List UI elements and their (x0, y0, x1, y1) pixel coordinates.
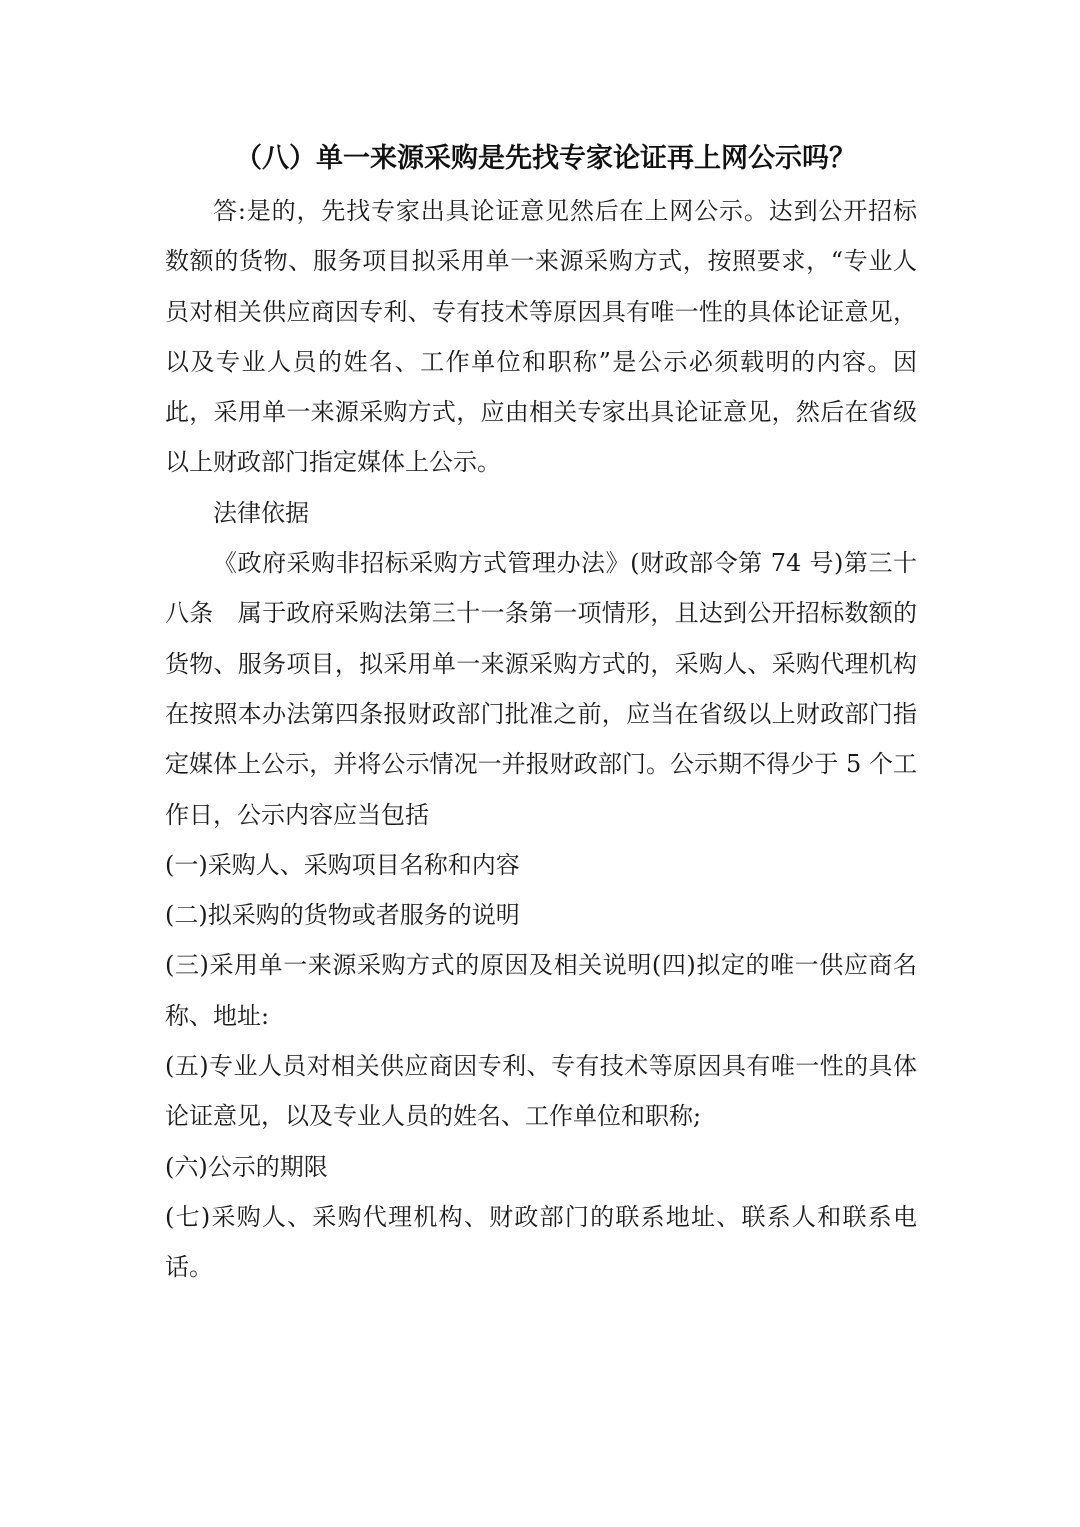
document-page (165, 132, 917, 1293)
legal-text-paragraph: 《政府采购非招标采购方式管理办法》(财政部令第 74 号)第三十八条 属于政府采购法第三十一条第一项情形，且达到公开招标数额的货物、服务项目，拟采用单一来源采购方式的，采购人、采购代理机构在按照本办法第四条报财政部门批准之前，应当在省级以上财政部门指定媒体上公示，并将公示情况一并报财政部门。公示期不得少于 5 个工作日，公示内容应当包括 (165, 549, 917, 829)
list-item: (二)拟采购的货物或者服务的说明 (165, 901, 520, 930)
list-item: (五)专业人员对相关供应商因专利、专有技术等原因具有唯一性的具体论证意见，以及专业人员的姓名、工作单位和职称; (165, 1052, 917, 1131)
document-title: （八）单一来源采购是先找专家论证再上网公示吗？ (235, 143, 856, 174)
answer-paragraph: 答:是的，先找专家出具论证意见然后在上网公示。达到公开招标数额的货物、服务项目拟采用单一来源采购方式，按照要求，“专业人员对相关供应商因专利、专有技术等原因具有唯一性的具体论证意见，以及专业人员的姓名、工作单位和职称”是公示必须载明的内容。因此，采用单一来源采购方式，应由相关专家出具论证意见，然后在省级以上财政部门指定媒体上公示。 (165, 197, 917, 477)
list-item: (三)采用单一来源采购方式的原因及相关说明(四)拟定的唯一供应商名称、地址: (165, 951, 917, 1030)
list-item: (一)采购人、采购项目名称和内容 (165, 850, 520, 879)
list-item: (六)公示的期限 (165, 1152, 328, 1181)
legal-basis-heading: 法律依据 (213, 498, 309, 527)
list-item: (七)采购人、采购代理机构、财政部门的联系地址、联系人和联系电话。 (165, 1202, 917, 1282)
